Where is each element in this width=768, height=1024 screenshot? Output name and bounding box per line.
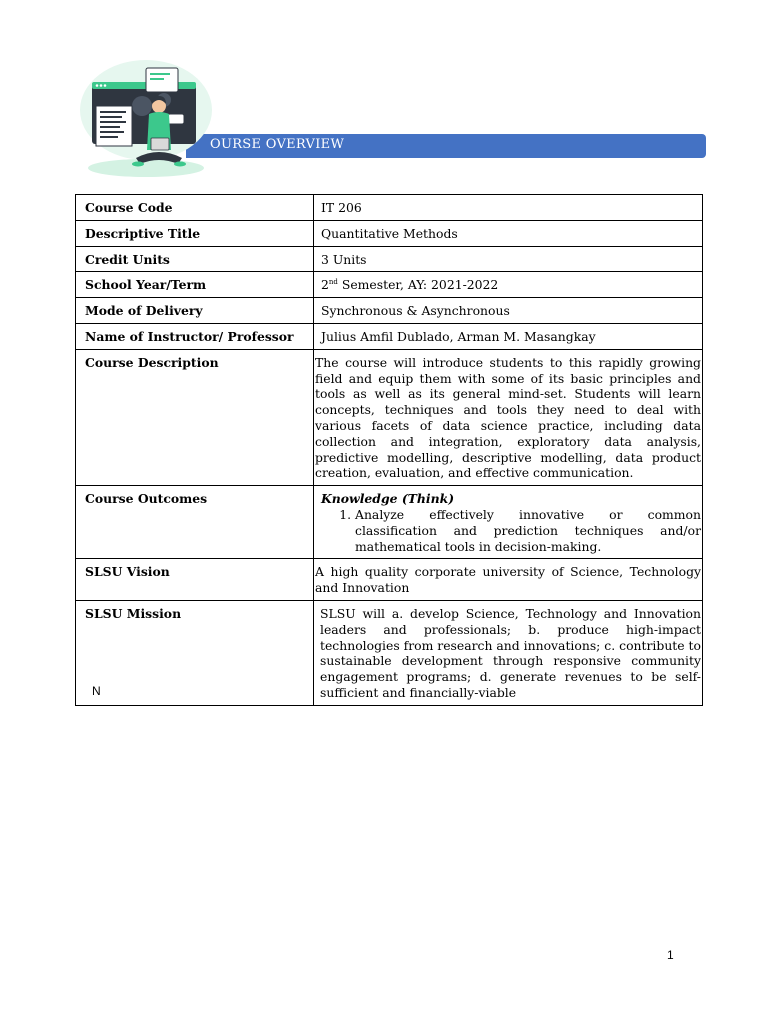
course-description-label: Course Description <box>76 349 314 485</box>
course-outcomes-label: Course Outcomes <box>76 486 314 559</box>
mission-label: SLSU Mission <box>76 600 314 705</box>
table-row-descriptive-title <box>76 220 703 246</box>
course-description-value: The course will introduce students to this rapidly growing field and equip them with some of its basic principles and tools as well as its general mind-set. Students will learn concepts, techniques and tools they need to deal with various facets of data science practice, including data collection and integration, exploratory data analysis, predictive modelling, descriptive modelling, data product creation, evaluation, and effective communication. <box>314 349 703 485</box>
table-row-vision <box>76 559 703 601</box>
table-row-credit-units <box>76 246 703 272</box>
instructor-label: Name of Instructor/ Professor <box>76 323 314 349</box>
table-row-school-year <box>76 272 703 298</box>
school-year-value <box>314 272 703 298</box>
table-row-course-outcomes <box>76 486 703 559</box>
outcomes-heading: Knowledge (Think) <box>321 491 455 507</box>
semester-term: Semester, AY: 2021-2022 <box>337 277 499 293</box>
semester-number: 2 <box>321 277 329 293</box>
course-code-value: IT 206 <box>314 195 703 221</box>
credit-units-value: 3 Units <box>314 246 703 272</box>
instructor-value: Julius Amfil Dublado, Arman M. Masangkay <box>314 323 703 349</box>
outcomes-list <box>321 507 701 554</box>
table-row-mode-of-delivery <box>76 298 703 324</box>
page-title: OURSE OVERVIEW <box>210 137 345 152</box>
course-outcomes-value <box>314 486 703 559</box>
mode-of-delivery-label: Mode of Delivery <box>76 298 314 324</box>
table-row-course-code <box>76 195 703 221</box>
stray-text: N <box>92 684 101 698</box>
course-code-label: Course Code <box>76 195 314 221</box>
student-laptop-illustration <box>76 58 216 180</box>
list-item: 1. Analyze effectively innovative or common classification and prediction techniques and/or mathematical tools in decision-making. <box>355 507 701 554</box>
vision-value: A high quality corporate university of Science, Technology and Innovation <box>314 559 703 601</box>
school-year-label: School Year/Term <box>76 272 314 298</box>
credit-units-label: Credit Units <box>76 246 314 272</box>
descriptive-title-value: Quantitative Methods <box>314 220 703 246</box>
mission-value: SLSU will a. develop Science, Technology and Innovation leaders and professionals; b. produce high-impact technologies from research and innovations; c. contribute to sustainable development through responsive community engagement programs; d. generate revenues to be self-sufficient and financially-viable <box>314 600 703 705</box>
page-number: 1 <box>667 948 674 962</box>
semester-ordinal: nd <box>328 278 338 287</box>
table-row-mission <box>76 600 703 705</box>
course-overview-table <box>75 194 703 706</box>
vision-label: SLSU Vision <box>76 559 314 601</box>
table-row-course-description <box>76 349 703 485</box>
table-row-instructor <box>76 323 703 349</box>
mode-of-delivery-value: Synchronous & Asynchronous <box>314 298 703 324</box>
descriptive-title-label: Descriptive Title <box>76 220 314 246</box>
